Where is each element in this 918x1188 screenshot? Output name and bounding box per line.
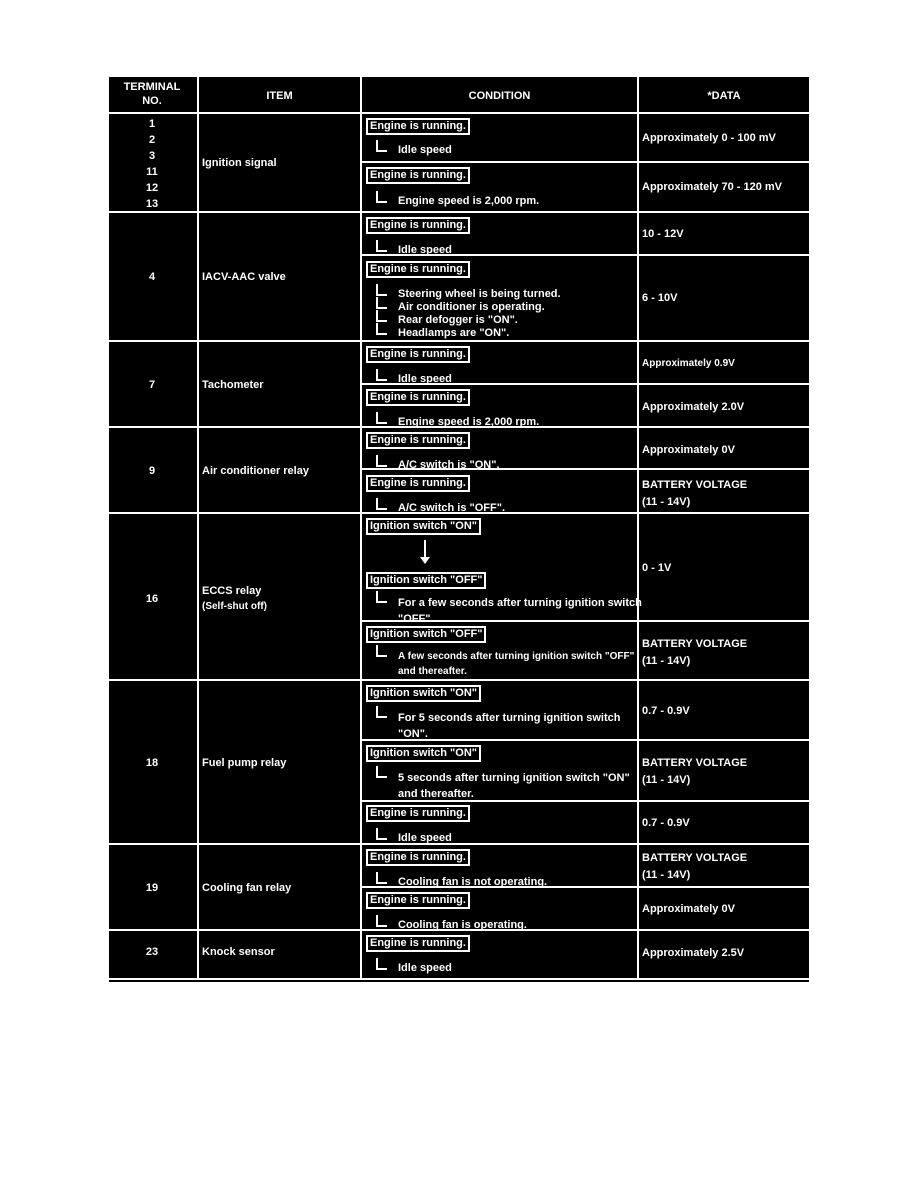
data-value: Approximately 0.9V xyxy=(642,358,735,369)
data-value: Approximately 0V xyxy=(642,444,735,456)
condition-box: Engine is running. xyxy=(366,849,470,866)
header-divider xyxy=(109,112,809,114)
condition-block xyxy=(364,165,636,205)
ecm-terminal-table xyxy=(109,75,809,982)
data-value-line: (11 - 14V) xyxy=(642,774,691,786)
terminal-number: 18 xyxy=(145,757,159,769)
condition-box: Engine is running. xyxy=(366,432,470,449)
subrow-divider xyxy=(360,161,809,163)
terminal-number: 13 xyxy=(145,198,159,210)
condition-block xyxy=(364,933,636,973)
condition-detail: Idle speed xyxy=(376,962,636,975)
terminal-number: 23 xyxy=(145,946,159,958)
condition-block xyxy=(364,116,636,156)
item-name: IACV-AAC valve xyxy=(202,271,286,283)
row-divider xyxy=(109,679,809,681)
data-value-line: (11 - 14V) xyxy=(642,655,691,667)
condition-detail: For 5 seconds after turning ignition switch "ON". xyxy=(376,710,643,742)
item-name-line: (Self-shut off) xyxy=(202,601,267,612)
condition-detail: A/C switch is "ON". xyxy=(376,459,636,472)
header-terminal xyxy=(109,80,195,108)
terminal-number: 19 xyxy=(145,882,159,894)
condition-block xyxy=(364,259,636,339)
terminal-numbers xyxy=(109,116,195,212)
condition-box: Ignition switch "OFF" xyxy=(366,626,486,643)
condition-block xyxy=(364,890,636,930)
row-divider xyxy=(109,211,809,213)
data-value: 0.7 - 0.9V xyxy=(642,817,690,829)
item-name: Knock sensor xyxy=(202,946,275,958)
data-value: 0.7 - 0.9V xyxy=(642,705,690,717)
item-name: Cooling fan relay xyxy=(202,882,292,894)
condition-block xyxy=(364,683,636,739)
condition-block xyxy=(364,215,636,255)
arrow-down-icon xyxy=(424,540,426,558)
condition-block xyxy=(364,387,636,427)
condition-box: Ignition switch "ON" xyxy=(366,518,481,535)
condition-detail: Idle speed xyxy=(376,144,636,157)
condition-detail: A/C switch is "OFF". xyxy=(376,502,636,515)
data-value: Approximately 0 - 100 mV xyxy=(642,132,776,144)
condition-block xyxy=(364,430,636,470)
terminal-number: 7 xyxy=(148,379,156,391)
row-divider xyxy=(109,340,809,342)
condition-detail: Rear defogger is "ON". xyxy=(376,314,636,327)
condition-detail: Air conditioner is operating. xyxy=(376,301,636,314)
condition-block xyxy=(364,344,636,384)
condition-detail: 5 seconds after turning ignition switch "ON" and thereafter. xyxy=(376,770,643,802)
data-value: 6 - 10V xyxy=(642,292,678,304)
terminal-number: 1 xyxy=(148,118,156,130)
data-value: Approximately 70 - 120 mV xyxy=(642,181,783,193)
data-value xyxy=(642,755,747,789)
condition-box: Ignition switch "OFF" xyxy=(366,572,486,589)
data-value-line: (11 - 14V) xyxy=(642,869,691,881)
condition-box: Ignition switch "ON" xyxy=(366,685,481,702)
condition-detail: Idle speed xyxy=(376,373,636,386)
data-value: Approximately 0V xyxy=(642,903,735,915)
data-value: Approximately 2.0V xyxy=(642,401,745,413)
condition-box: Engine is running. xyxy=(366,935,470,952)
terminal-number: 3 xyxy=(148,150,156,162)
condition-box: Engine is running. xyxy=(366,167,470,184)
condition-block xyxy=(364,803,636,843)
condition-box: Engine is running. xyxy=(366,346,470,363)
condition-block xyxy=(364,516,642,625)
header-condition: CONDITION xyxy=(468,90,531,102)
condition-detail: Engine speed is 2,000 rpm. xyxy=(376,416,636,429)
header-terminal-line1: TERMINAL xyxy=(123,81,181,93)
item-name: Tachometer xyxy=(202,379,264,391)
condition-detail: Cooling fan is operating. xyxy=(376,919,636,932)
condition-detail: Headlamps are "ON". xyxy=(376,327,636,340)
data-value xyxy=(642,477,747,511)
condition-box: Engine is running. xyxy=(366,261,470,278)
condition-box: Engine is running. xyxy=(366,892,470,909)
item-name: Ignition signal xyxy=(202,157,277,169)
data-value xyxy=(642,636,747,670)
header-data: *DATA xyxy=(707,90,741,102)
data-value-line: (11 - 14V) xyxy=(642,496,691,508)
condition-block xyxy=(364,743,636,799)
terminal-number: 2 xyxy=(148,134,156,146)
condition-box: Ignition switch "ON" xyxy=(366,745,481,762)
condition-block xyxy=(364,847,636,887)
condition-detail: Engine speed is 2,000 rpm. xyxy=(376,195,636,208)
terminal-number: 9 xyxy=(148,465,156,477)
data-value: 10 - 12V xyxy=(642,228,684,240)
condition-box: Engine is running. xyxy=(366,475,470,492)
condition-box: Engine is running. xyxy=(366,389,470,406)
condition-detail: Steering wheel is being turned. xyxy=(376,288,636,301)
data-value-line: BATTERY VOLTAGE xyxy=(642,638,748,650)
terminal-number: 12 xyxy=(145,182,159,194)
condition-box: Engine is running. xyxy=(366,118,470,135)
item-name: Air conditioner relay xyxy=(202,465,309,477)
data-value: 0 - 1V xyxy=(642,562,672,574)
condition-detail: Idle speed xyxy=(376,244,636,257)
data-value: Approximately 2.5V xyxy=(642,947,745,959)
data-value-line: BATTERY VOLTAGE xyxy=(642,852,748,864)
condition-box: Engine is running. xyxy=(366,217,470,234)
header-terminal-line2: NO. xyxy=(142,95,162,107)
terminal-number: 4 xyxy=(148,271,156,283)
condition-box: Engine is running. xyxy=(366,805,470,822)
item-name xyxy=(202,583,267,615)
condition-detail: A few seconds after turning ignition switch "OFF" and thereafter. xyxy=(376,649,643,679)
condition-block xyxy=(364,473,636,513)
terminal-number: 11 xyxy=(146,166,158,178)
item-name-line: ECCS relay xyxy=(202,585,262,597)
table-top-border xyxy=(109,75,809,77)
data-value-line: BATTERY VOLTAGE xyxy=(642,479,748,491)
header-item: ITEM xyxy=(266,90,293,102)
condition-detail: Cooling fan is not operating. xyxy=(376,876,636,889)
table-bottom-border xyxy=(109,978,809,980)
condition-detail: Idle speed xyxy=(376,832,636,845)
data-value-line: BATTERY VOLTAGE xyxy=(642,757,748,769)
item-name: Fuel pump relay xyxy=(202,757,287,769)
condition-block xyxy=(364,624,636,679)
terminal-number: 16 xyxy=(145,593,159,605)
data-value xyxy=(642,850,747,884)
condition-detail: For a few seconds after turning ignition switch "OFF". xyxy=(376,595,643,627)
condition-box-wrap xyxy=(364,570,636,589)
